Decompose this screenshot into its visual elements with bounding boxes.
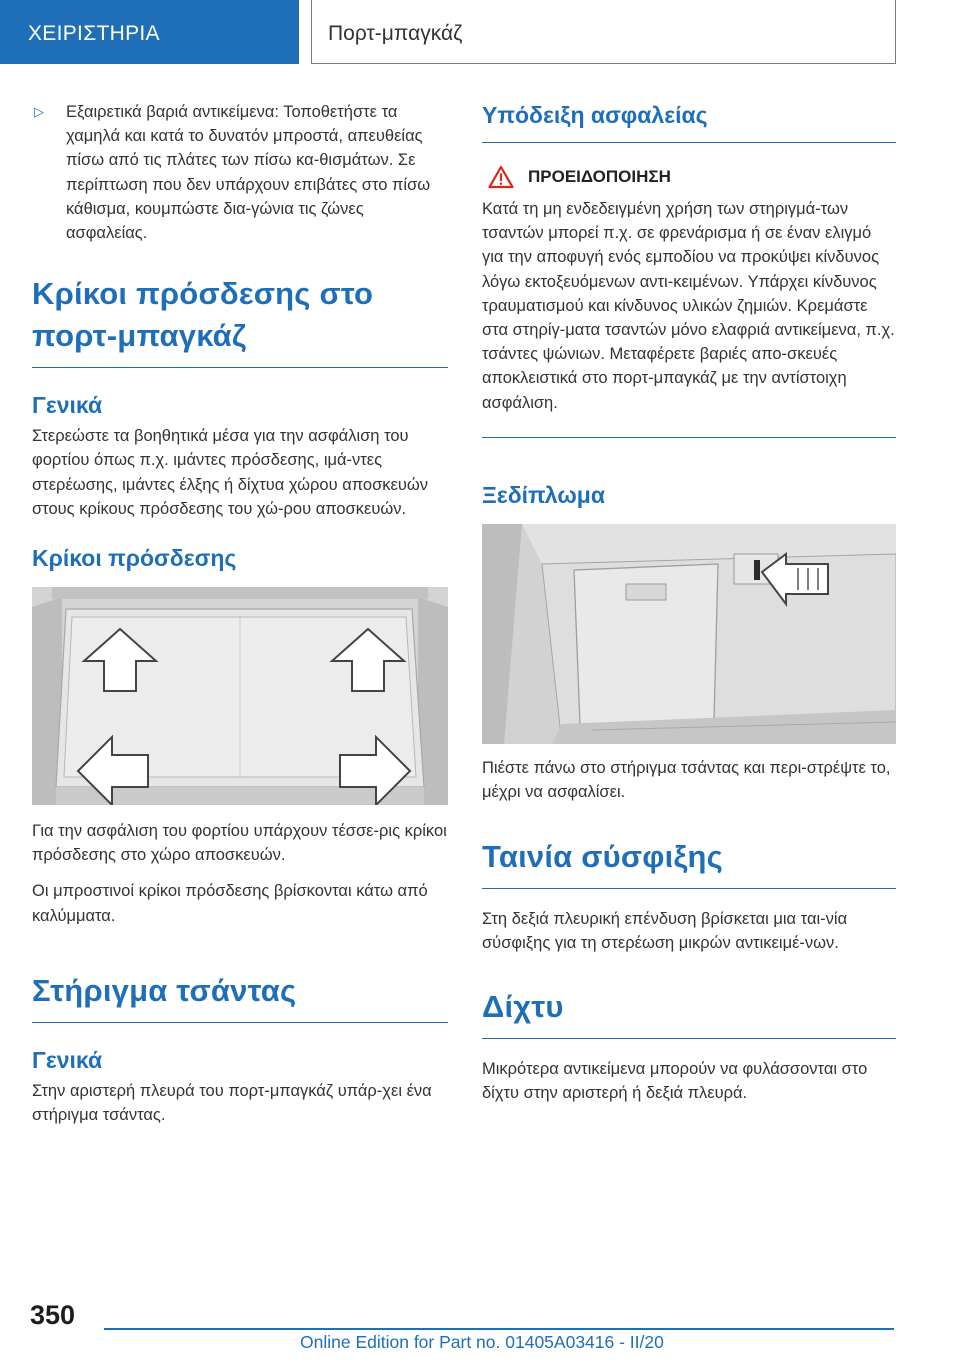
heading-tie-down-rings: Κρίκοι πρόσδεσης στο πορτ-μπαγκάζ xyxy=(32,273,448,368)
bullet-item xyxy=(32,100,448,245)
heading-unfold: Ξεδίπλωμα xyxy=(482,481,605,508)
paragraph-general-2: Στην αριστερή πλευρά του πορτ-μπαγκάζ υπάρ-χει ένα στήριγμα τσάντας. xyxy=(32,1081,432,1125)
paragraph-rings-2: Οι μπροστινοί κρίκοι πρόσδεσης βρίσκονται κάτω από καλύμματα. xyxy=(32,882,428,925)
warning-header xyxy=(488,165,896,189)
page-number: 350 xyxy=(30,1300,76,1330)
footer-divider xyxy=(104,1328,894,1330)
paragraph-rings-1: Για την ασφάλιση του φορτίου υπάρχουν τέσσε-ρις κρίκοι πρόσδεσης στο χώρο αποσκευών. xyxy=(32,822,447,865)
warning-text: Κατά τη μη ενδεδειγμένη χρήση των στηριγμά-των τσαντών μπορεί π.χ. σε φρενάρισμα ή σε έναν ελιγμό για την αποφυγή ενός εμποδίου να προκύψει κίνδυνος λόγω εκτοξευόμενων αντι-κειμένων. Υπάρχει κίνδυνος τραυματισμού και κίνδυνος υλικών ζημιών. Κρεμάστε στα στηρίγ-ματα τσαντών μόνο ελαφριά αντικείμενα, π.χ. τσάντες ψώνιων. Μεταφέρετε βαριές απο-σκευές αποκλειστικά στο πορτ-μπαγκάζ με την αντίστοιχη ασφάλιση. xyxy=(482,197,896,438)
heading-rings: Κρίκοι πρόσδεσης xyxy=(32,545,237,572)
bag-hook-illustration xyxy=(482,524,896,744)
heading-net: Δίχτυ xyxy=(482,986,896,1039)
triangle-bullet-icon: ▷ xyxy=(34,104,44,119)
right-column xyxy=(482,100,896,1105)
edition-link[interactable]: Online Edition for Part no. 01405A03416 - II/20 xyxy=(300,1332,664,1352)
chapter-tab[interactable]: ΧΕΙΡΙΣΤΗΡΙΑ xyxy=(0,0,299,64)
heading-general-1: Γενικά xyxy=(32,392,103,419)
trunk-rings-illustration xyxy=(32,587,448,805)
heading-bag-hook: Στήριγμα τσάντας xyxy=(32,970,448,1023)
bullet-text: Εξαιρετικά βαριά αντικείμενα: Τοποθετήστε τα χαμηλά και κατά το δυνατόν μπροστά, απευθείας πίσω από τις πλάτες των πίσω κα-θισμάτων. Σε περίπτωση που δεν υπάρχουν επιβάτες στο πίσω κάθισμα, κουμπώστε δια-γώνια τις ζώνες ασφαλείας. xyxy=(66,103,431,243)
paragraph-net: Μικρότερα αντικείμενα μπορούν να φυλάσσονται στο δίχτυ στην αριστερή ή δεξιά πλευρά. xyxy=(482,1059,868,1102)
warning-triangle-icon xyxy=(488,165,514,189)
heading-general-2: Γενικά xyxy=(32,1046,103,1073)
heading-safety-note: Υπόδειξη ασφαλείας xyxy=(482,100,896,143)
left-column xyxy=(32,100,448,1127)
paragraph-general-1: Στερεώστε τα βοηθητικά μέσα για την ασφάλιση του φορτίου όπως π.χ. ιμάντες πρόσδεσης, ιμά-ντες στερέωσης, ιμάντες έλξης ή δίχτυα χώρου αποσκευών στους κρίκους πρόσδεσης του χώ-ρου αποσκευών. xyxy=(32,427,429,518)
section-title: Πορτ-μπαγκάζ xyxy=(311,0,896,64)
heading-tension-strap: Ταινία σύσφιξης xyxy=(482,836,896,889)
paragraph-unfold: Πιέστε πάνω στο στήριγμα τσάντας και περι-στρέψτε το, μέχρι να ασφαλίσει. xyxy=(482,758,891,802)
warning-label: ΠΡΟΕΙΔΟΠΟΙΗΣΗ xyxy=(528,167,671,186)
paragraph-strap: Στη δεξιά πλευρική επένδυση βρίσκεται μια ται-νία σύσφιξης για τη στερέωση μικρών αντικειμέ-νων. xyxy=(482,910,848,953)
